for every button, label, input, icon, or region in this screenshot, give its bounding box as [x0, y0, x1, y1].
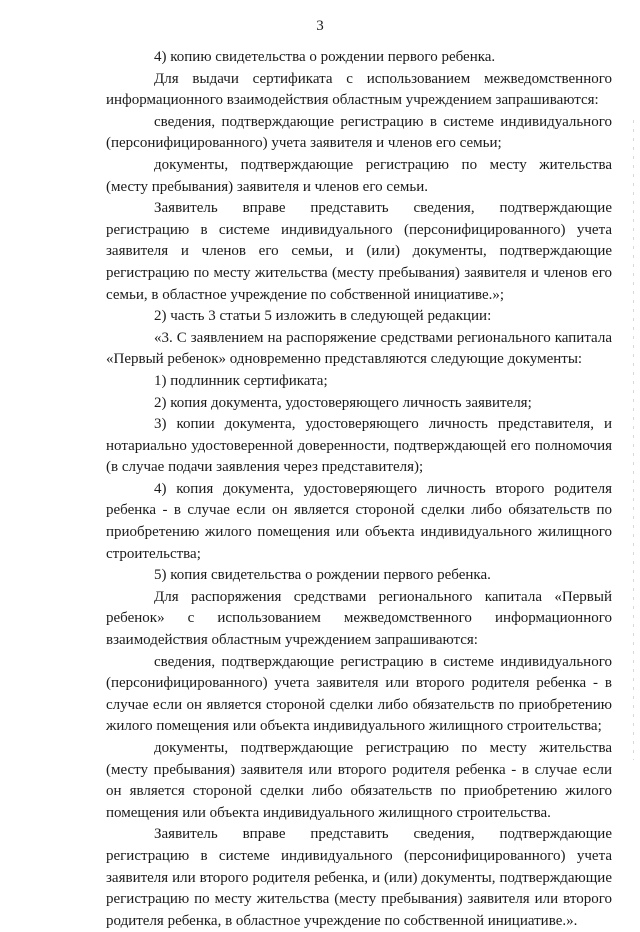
- paragraph-item-4-birth-certificate: 4) копию свидетельства о рождении первого ребенка.: [154, 49, 496, 65]
- paragraph-applicant-own-initiative-final: Заявитель вправе представить сведения, подтверждающие регистрацию в системе индивидуального (персонифицированного) учета заявителя или второго родителя ребенка, и (или) документы, подтверждающие регистрацию по месту жительства (месту пребывания) заявителя или второго родителя ребенка, в областное учреждение по собственной инициативе.».: [106, 826, 612, 929]
- paragraph-item-2-applicant-id: 2) копия документа, удостоверяющего личность заявителя;: [154, 394, 532, 411]
- paragraph-item-1-original-certificate: 1) подлинник сертификата;: [154, 372, 328, 389]
- paragraph-personal-accounting-info: сведения, подтверждающие регистрацию в системе индивидуального (персонифицированного) учета заявителя и членов его семьи;: [106, 113, 612, 152]
- paragraph-item-4-second-parent-id: 4) копия документа, удостоверяющего личность второго родителя ребенка - в случае если он является стороной сделки либо обязательств по приобретению жилого помещения или объекта индивидуального жилищного строительства;: [106, 480, 612, 562]
- paragraph-item-3-representative-documents: 3) копии документа, удостоверяющего личность представителя, и нотариально удостоверенной доверенности, подтверждающей его полномочия (в случае подачи заявления через представителя);: [106, 416, 612, 476]
- page-number: 3: [316, 18, 324, 34]
- paragraph-item-5-birth-certificate: 5) копия свидетельства о рождении первого ребенка.: [154, 567, 491, 584]
- document-body: [106, 47, 612, 932]
- paragraph-disposal-interagency-request: Для распоряжения средствами регионального капитала «Первый ребенок» с использованием межведомственного информационного взаимодействия областным учреждением запрашиваются:: [106, 588, 612, 649]
- paragraph-residence-documents: документы, подтверждающие регистрацию по месту жительства (месту пребывания) заявителя и членов его семьи.: [106, 156, 612, 195]
- paragraph-certificate-interagency-request: Для выдачи сертификата с использованием межведомственного информационного взаимодействия областным учреждением запрашиваются:: [106, 70, 612, 109]
- paragraph-applicant-own-initiative: Заявитель вправе представить сведения, подтверждающие регистрацию в системе индивидуального (персонифицированного) учета заявителя и членов его семьи, и (или) документы, подтверждающие регистрацию по месту жительства (месту пребывания) заявителя и членов его семьи, в областное учреждение по собственной инициативе.»;: [106, 200, 612, 303]
- paragraph-second-parent-accounting-info: сведения, подтверждающие регистрацию в системе индивидуального (персонифицированного) учета заявителя или второго родителя ребенка - в случае если он является стороной сделки либо обязательств по приобретению жилого помещения или объекта индивидуального жилищного строительства;: [106, 653, 612, 735]
- scan-edge-artifact: [633, 120, 634, 760]
- paragraph-second-parent-residence-documents: документы, подтверждающие регистрацию по месту жительства (месту пребывания) заявителя или второго родителя ребенка - в случае если он является стороной сделки либо обязательств по приобретению жилого помещения или объекта индивидуального жилищного строительства.: [106, 740, 612, 821]
- paragraph-amendment-part-3-article-5: 2) часть 3 статьи 5 изложить в следующей редакции:: [154, 308, 492, 325]
- paragraph-disposal-documents-intro: «3. С заявлением на распоряжение средствами регионального капитала «Первый ребенок» одновременно представляются следующие документы:: [106, 329, 612, 368]
